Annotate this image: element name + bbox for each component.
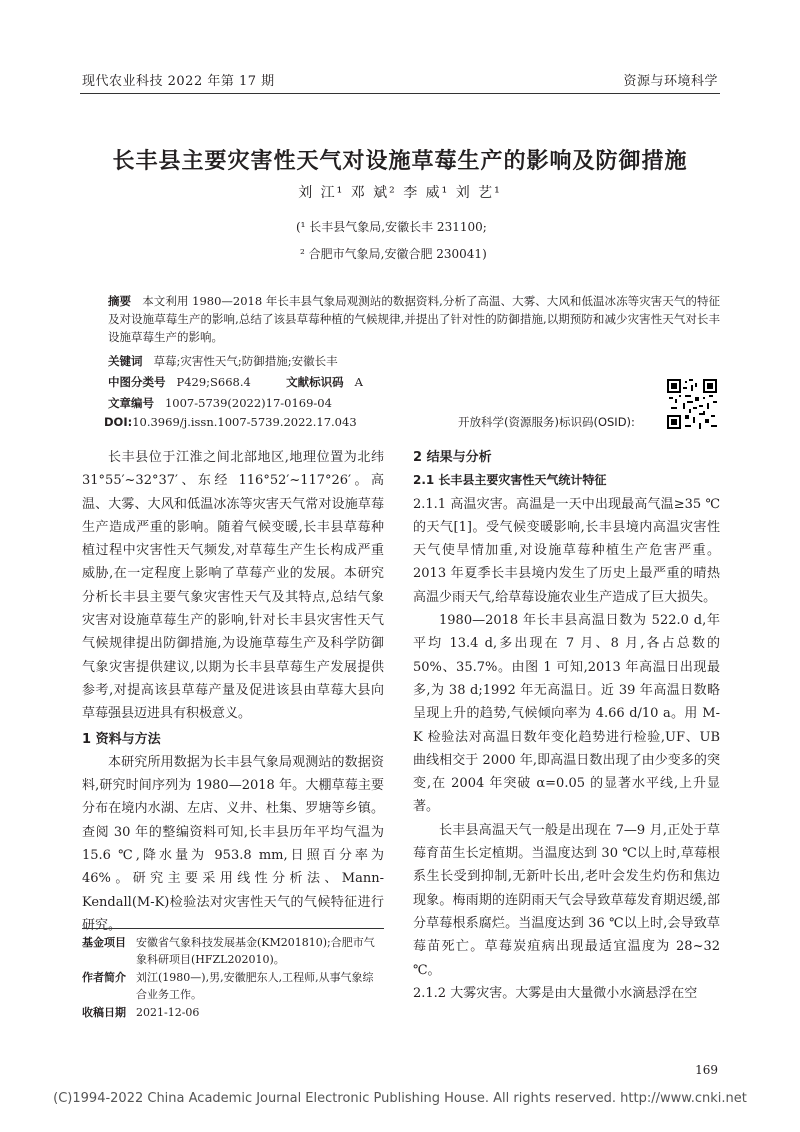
- right-column: [413, 446, 720, 1005]
- authors: 刘 江¹ 邓 斌² 李 威¹ 刘 艺¹: [298, 185, 502, 201]
- high-temp-impact-paragraph: 长丰县高温天气一般是出现在 7—9 月,正处于草莓育苗生长定植期。当温度达到 30 ℃以上时,草莓根系生长受到抑制,无新叶长出,老叶会发生灼伤和焦边现象。梅雨期的连阴雨天气会导致草莓发育期迟缓,部分草莓根系腐烂。当温度达到 36 ℃以上时,会导致草莓苗死亡。草莓炭疽病出现最适宜温度为 28~32 ℃。: [413, 822, 720, 978]
- affiliation-2: ² 合肥市气象局,安徽合肥 230041): [300, 247, 487, 261]
- received-date-row: 收稿日期 2021-12-06: [82, 1006, 200, 1019]
- affiliation-1: (¹ 长丰县气象局,安徽长丰 231100;: [296, 220, 487, 234]
- page-number: 169: [695, 1063, 718, 1077]
- abstract-label: 摘要: [108, 294, 132, 308]
- copyright-footer: (C)1994-2022 China Academic Journal Electronic Publishing House. All rights reserved. http://www.cnki.net: [53, 1091, 747, 1106]
- keywords: 关键词 草莓;灾害性天气;防御措施;安徽长丰: [108, 354, 338, 368]
- left-column: [82, 446, 384, 937]
- abstract-text: 本文利用 1980—2018 年长丰县气象局观测站的数据资料,分析了高温、大雾、大风和低温冰冻等灾害天气的特征及对设施草莓生产的影响,总结了该县草莓种植的气候规律,并提出了针对性的防御措施,以期预防和减少灾害性天气对长丰设施草莓生产的影响。: [108, 294, 721, 344]
- journal-header: 现代农业科技 2022 年第 17 期: [82, 74, 275, 89]
- fund-row: 基金项目 安徽省气象科技发展基金(KM201810);合肥市气象科研项目(HFZL202010)。: [82, 936, 375, 966]
- qr-code-icon[interactable]: [667, 379, 717, 429]
- section-2-1-heading: 2.1 长丰县主要灾害性天气统计特征: [413, 473, 607, 488]
- osid-label: 开放科学(资源服务)标识码(OSID):: [458, 415, 635, 429]
- section-2-heading: 2 结果与分析: [413, 450, 492, 465]
- header-rule: [80, 93, 720, 94]
- abstract: [108, 292, 720, 346]
- paper-title: 长丰县主要灾害性天气对设施草莓生产的影响及防御措施: [112, 149, 688, 174]
- doi[interactable]: DOI:10.3969/j.issn.1007-5739.2022.17.043: [104, 415, 357, 429]
- section-1-paragraph: 本研究所用数据为长丰县气象局观测站的数据资料,研究时间序列为 1980—2018 年。大棚草莓主要分布在境内水湖、左店、义井、杜集、罗塘等乡镇。查阅 30 年的整编资料可知,长丰县历年平均气温为 15.6 ℃,降水量为 953.8 mm,日照百分率为 46%。研究主要采用线性分析法、Mann-Kendall(M-K)检验法对灾害性天气的气候特征进行研究。: [82, 754, 384, 933]
- article-number: 文章编号 1007-5739(2022)17-0169-04: [108, 396, 332, 410]
- section-1-heading: 1 资料与方法: [82, 731, 161, 747]
- footnotes: [82, 934, 384, 1021]
- intro-paragraph: 长丰县位于江淮之间北部地区,地理位置为北纬 31°55′~32°37′、东经 116°52′~117°26′。高温、大雾、大风和低温冰冻等灾害天气常对设施草莓生产造成严重的影响。随着气候变暖,长丰县草莓种植过程中灾害性天气频发,对草莓生产生长构成严重威胁,在一定程度上影响了草莓产业的发展。本研究分析长丰县主要气象灾害性天气及其特点,总结气象灾害对设施草莓生产的影响,针对长丰县灾害性天气气候规律提出防御措施,为设施草莓生产及科学防御气象灾害提供建议,以期为长丰县草莓生产发展提供参考,对提高该县草莓产量及促进该县由草莓大县向草莓强县迈进具有积极意义。: [82, 450, 384, 722]
- fog-paragraph: 2.1.2 大雾灾害。大雾是由大量微小水滴悬浮在空: [413, 985, 698, 1001]
- clc-row: 中图分类号 P429;S668.4 文献标识码 A: [108, 375, 363, 389]
- author-bio-row: 作者简介 刘江(1980—),男,安徽肥东人,工程师,从事气象综合业务工作。: [82, 971, 374, 1001]
- section-header: 资源与环境科学: [623, 74, 718, 89]
- high-temp-paragraph: 2.1.1 高温灾害。高温是一天中出现最高气温≥35 ℃的天气[1]。受气候变暖影响,长丰县境内高温灾害性天气使旱情加重,对设施草莓种植生产危害严重。2013 年夏季长丰县境内发生了历史上最严重的晴热高温少雨天气,给草莓设施农业生产造成了巨大损失。: [413, 496, 720, 605]
- high-temp-stats-paragraph: 1980—2018 年长丰县高温日数为 522.0 d,年平均 13.4 d,多出现在 7 月、8 月,各占总数的 50%、35.7%。由图 1 可知,2013 年高温日出现最多,为 38 d;1992 年无高温日。近 39 年高温日数略呈现上升的趋势,气候倾向率为 4.66 d/10 a。用 M-K 检验法对高温日数年变化趋势进行检验,UF、UB 曲线相交于 2000 年,即高温日数出现了由少变多的突变,在 2004 年突破 α=0.05 的显著水平线,上升显著。: [413, 613, 720, 815]
- footnote-rule: [82, 928, 384, 929]
